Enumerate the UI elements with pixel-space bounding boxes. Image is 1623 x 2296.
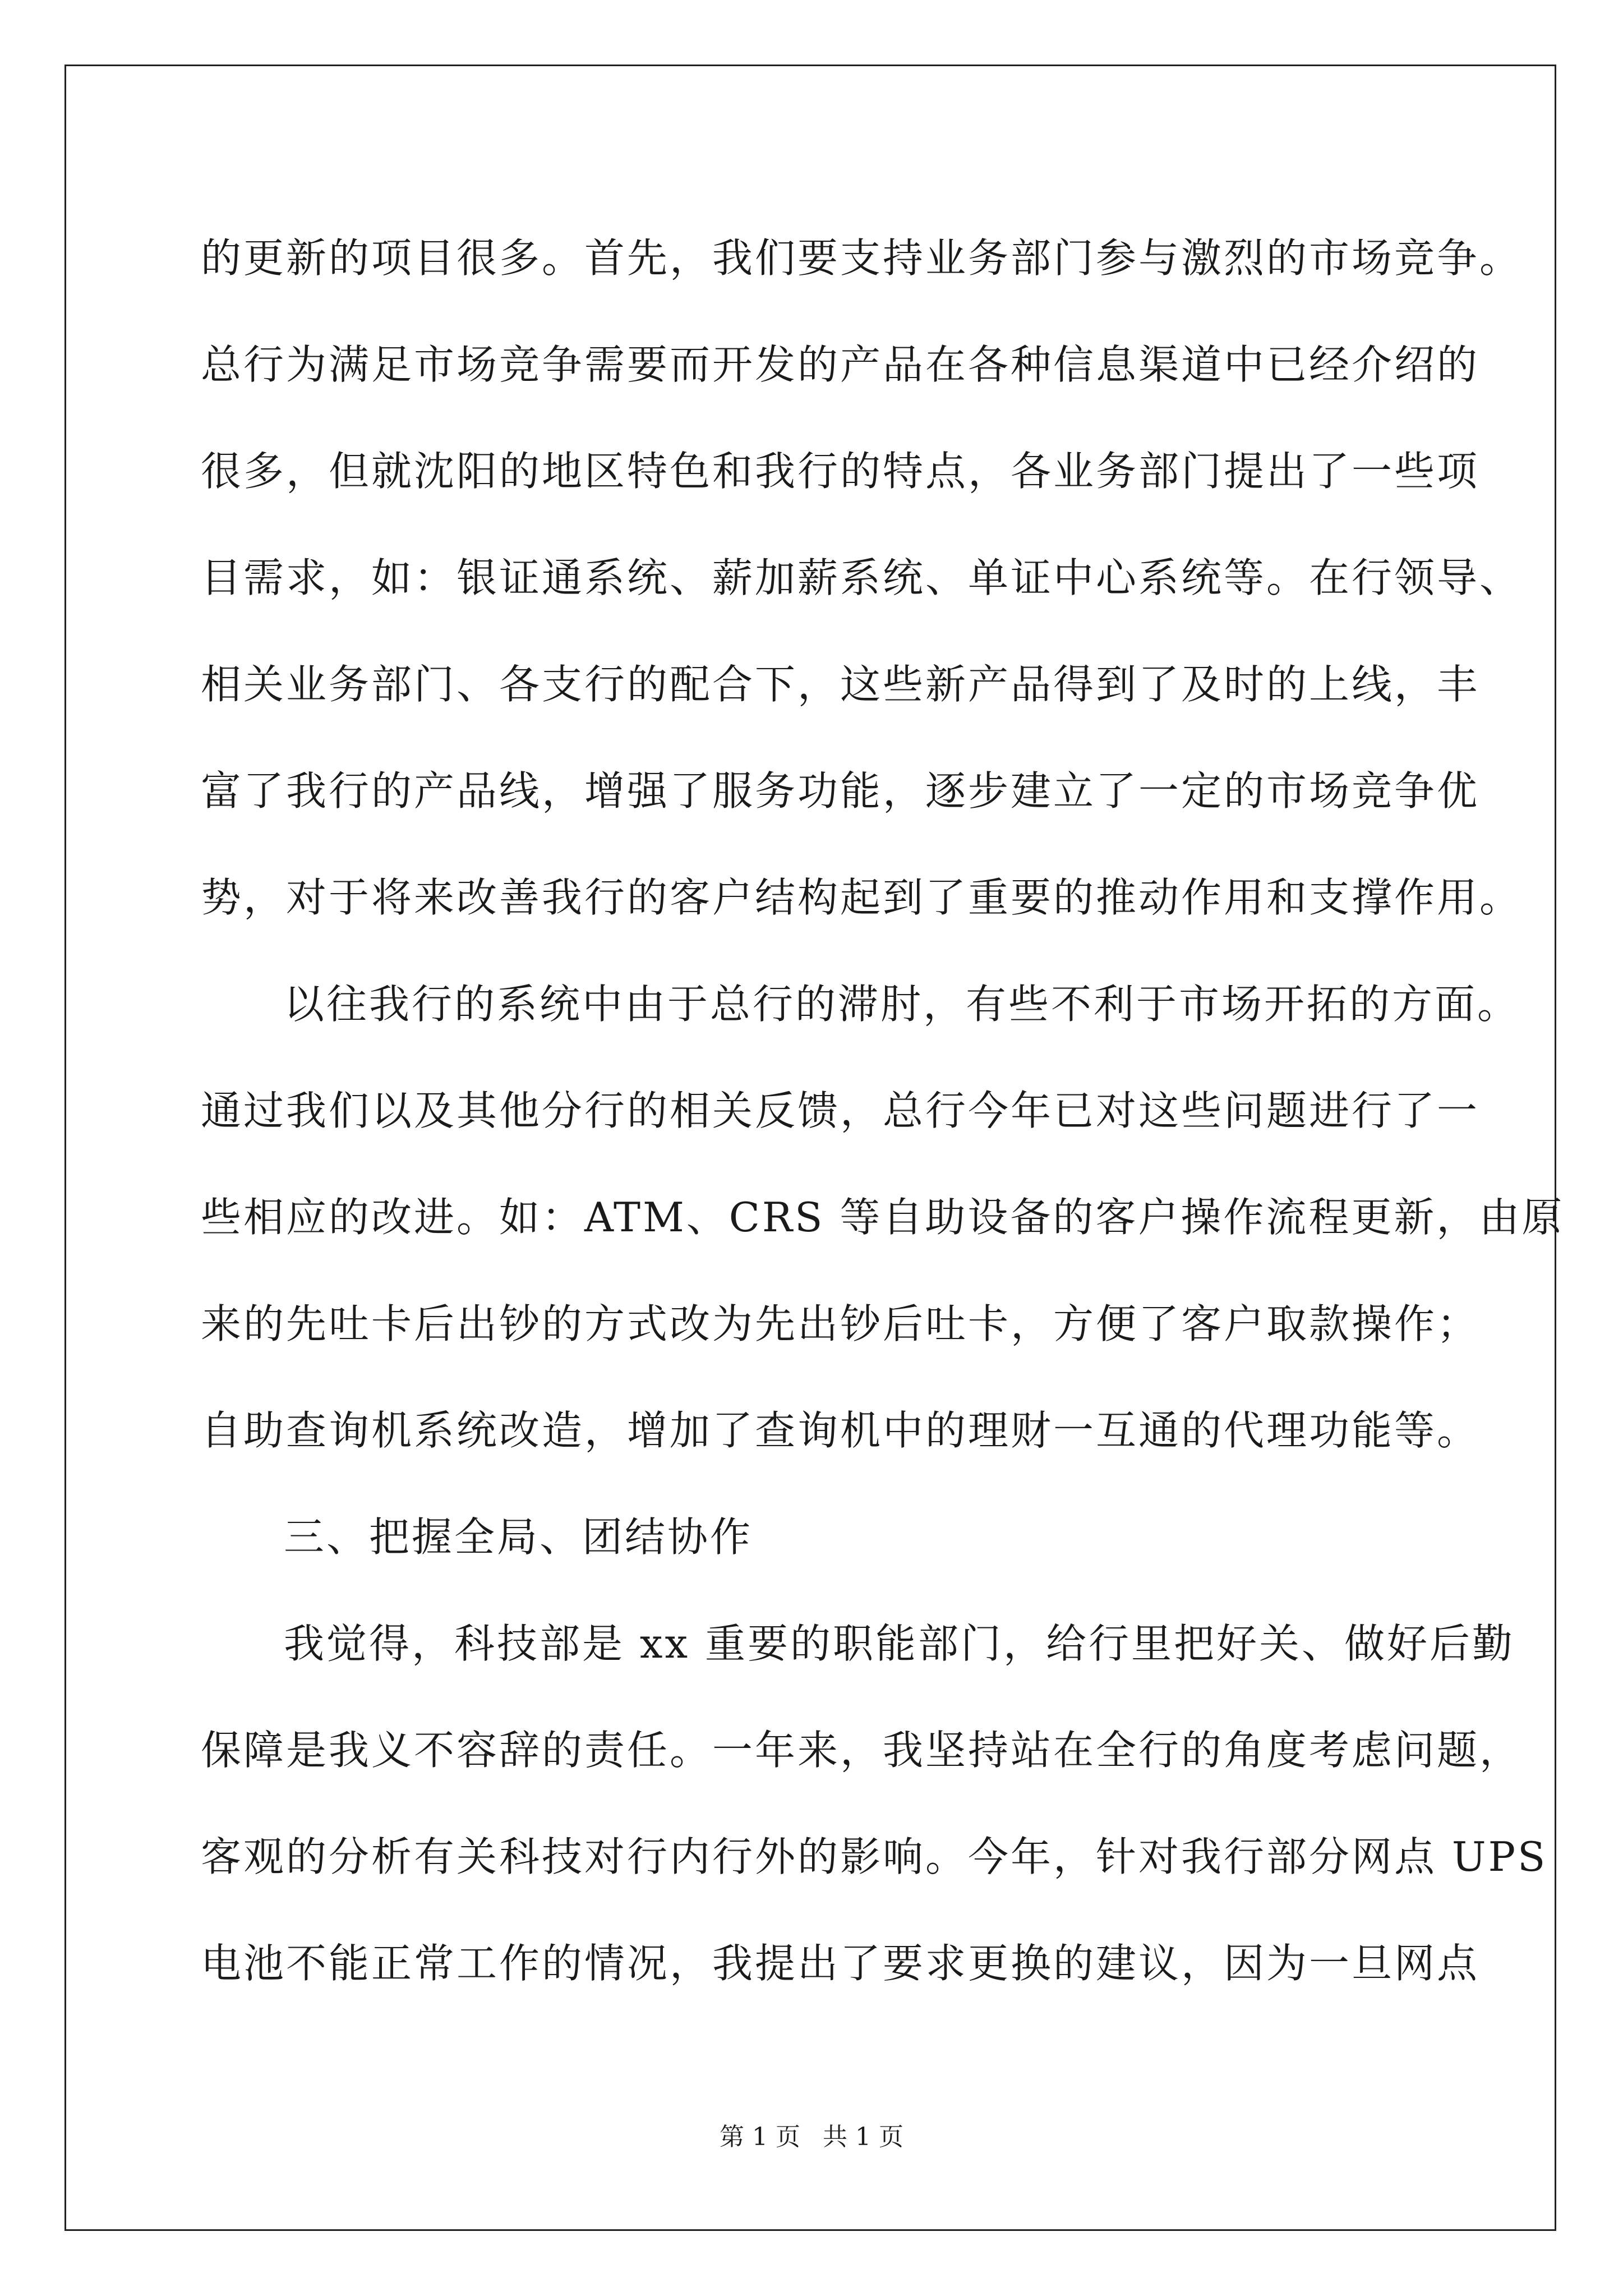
paragraph-line: 电池不能正常工作的情况，我提出了要求更换的建议，因为一旦网点 (201, 1940, 1480, 1987)
paragraph-line: 很多，但就沈阳的地区特色和我行的特点，各业务部门提出了一些项 (201, 448, 1480, 495)
paragraph-line: 保障是我义不容辞的责任。一年来，我坚持站在全行的角度考虑问题， (201, 1727, 1523, 1774)
paragraph-line: 总行为满足市场竞争需要而开发的产品在各种信息渠道中已经介绍的 (201, 341, 1480, 388)
paragraph-line: 势，对于将来改善我行的客户结构起到了重要的推动作用和支撑作用。 (201, 874, 1523, 921)
paragraph-line: 客观的分析有关科技对行内行外的影响。今年，针对我行部分网点 UPS (201, 1833, 1548, 1880)
paragraph-line: 些相应的改进。如：ATM、CRS 等自助设备的客户操作流程更新，由原 (201, 1194, 1565, 1241)
total-pages: 共 1 页 (823, 2123, 903, 2151)
page-number: 第 1 页 (720, 2123, 800, 2151)
paragraph-line: 的更新的项目很多。首先，我们要支持业务部门参与激烈的市场竞争。 (201, 234, 1523, 282)
paragraph-line: 目需求，如：银证通系统、薪加薪系统、单证中心系统等。在行领导、 (201, 554, 1523, 601)
paragraph-line: 通过我们以及其他分行的相关反馈，总行今年已对这些问题进行了一 (201, 1087, 1480, 1134)
document-body (201, 205, 1565, 2017)
paragraph-line: 自助查询机系统改造，增加了查询机中的理财一互通的代理功能等。 (201, 1407, 1480, 1454)
paragraph-line: 富了我行的产品线，增强了服务功能，逐步建立了一定的市场竞争优 (201, 767, 1480, 815)
paragraph-line: 来的先吐卡后出钞的方式改为先出钞后吐卡，方便了客户取款操作； (201, 1300, 1480, 1347)
paragraph-line: 以往我行的系统中由于总行的滞肘，有些不利于市场开拓的方面。 (284, 981, 1520, 1028)
paragraph-line: 相关业务部门、各支行的配合下，这些新产品得到了及时的上线，丰 (201, 661, 1480, 708)
paragraph-line: 我觉得，科技部是 xx 重要的职能部门，给行里把好关、做好后勤 (284, 1620, 1515, 1667)
page-footer (0, 2120, 1623, 2154)
section-heading: 三、把握全局、团结协作 (284, 1513, 753, 1561)
